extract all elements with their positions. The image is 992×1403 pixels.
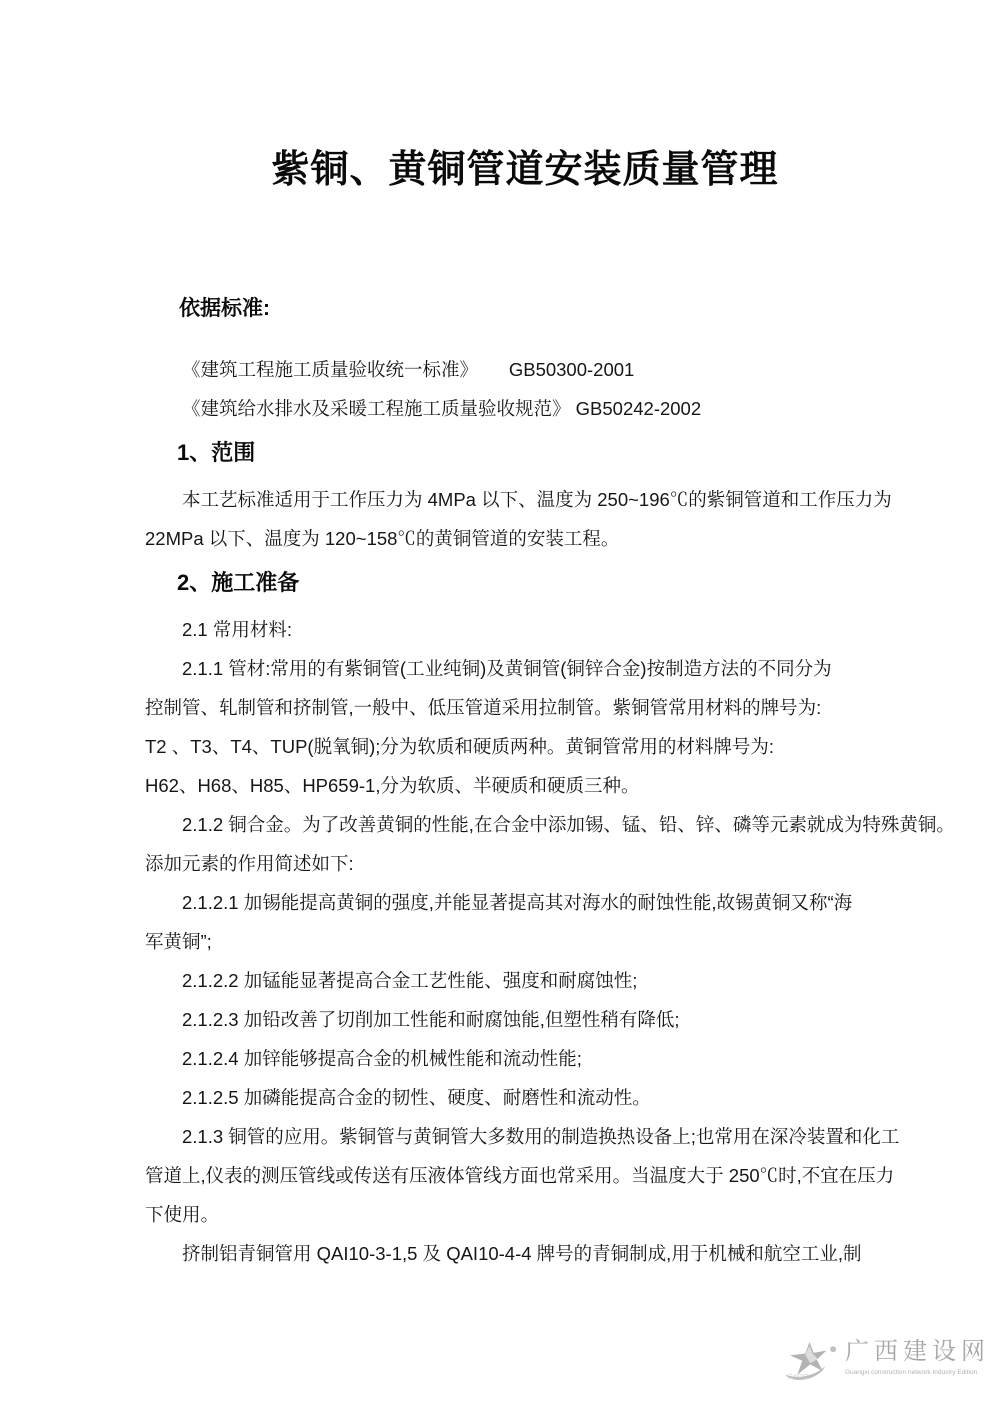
section-heading: 2、施工准备 <box>177 570 300 595</box>
document-line: 《建筑给水排水及采暖工程施工质量验收规范》 GB50242-2002 <box>182 398 702 419</box>
document-line: 2.1.3 铜管的应用。紫铜管与黄铜管大多数用的制造换热设备上;也常用在深冷装置和化工 <box>182 1126 900 1147</box>
watermark-text <box>845 1338 990 1377</box>
document-body <box>145 294 955 1273</box>
document-line: 2.1.2.3 加铅改善了切削加工性能和耐腐蚀能,但塑性稍有降低; <box>182 1009 680 1030</box>
document-line: 添加元素的作用简述如下: <box>145 853 354 874</box>
document-line: 22MPa 以下、温度为 120~158℃的黄铜管道的安装工程。 <box>145 528 620 549</box>
watermark-site-subtitle: Guangxi construction network Industry Edition <box>845 1369 978 1376</box>
document-line: 管道上,仪表的测压管线或传送有压液体管线方面也常采用。当温度大于 250℃时,不宜在压力 <box>145 1165 895 1186</box>
document-line: 2.1.2.1 加锡能提高黄铜的强度,并能显著提高其对海水的耐蚀性能,故锡黄铜又称“海 <box>182 892 853 913</box>
document-line: 2.1.2.4 加锌能够提高合金的机械性能和流动性能; <box>182 1048 582 1069</box>
document-line: 2.1.2.2 加锰能显著提高合金工艺性能、强度和耐腐蚀性; <box>182 970 638 991</box>
document-line: 军黄铜”; <box>145 931 212 952</box>
document-line: 2.1.1 管材:常用的有紫铜管(工业纯铜)及黄铜管(铜锌合金)按制造方法的不同分为 <box>182 658 832 679</box>
document-line: 挤制铝青铜管用 QAI10-3-1,5 及 QAI10-4-4 牌号的青铜制成,用于机械和航空工业,制 <box>182 1243 862 1264</box>
star-logo-icon <box>778 1334 841 1390</box>
document-line: 2.1.2 铜合金。为了改善黄铜的性能,在合金中添加锡、锰、铅、锌、磷等元素就成为特殊黄铜。 <box>182 814 955 835</box>
section-heading: 依据标准: <box>179 297 270 320</box>
star-logo-caption: GXCIC <box>787 1373 809 1381</box>
document-line: H62、H68、H85、HP659-1,分为软质、半硬质和硬质三种。 <box>145 775 640 796</box>
document-line: 控制管、轧制管和挤制管,一般中、低压管道采用拉制管。紫铜管常用材料的牌号为: <box>145 697 822 718</box>
document-line: T2 、T3、T4、TUP(脱氧铜);分为软质和硬质两种。黄铜管常用的材料牌号为: <box>145 736 775 757</box>
document-line: 2.1 常用材料: <box>182 619 292 640</box>
watermark-site-name: 广西建设网 <box>845 1339 990 1365</box>
section-heading: 1、范围 <box>177 440 256 465</box>
document-title: 紫铜、黄铜管道安装质量管理 <box>271 149 779 191</box>
document-line: 《建筑工程施工质量验收统一标准》 GB50300-2001 <box>182 359 635 380</box>
document-line: 下使用。 <box>145 1204 220 1225</box>
gxjsw-watermark <box>778 1330 990 1398</box>
document-line: 本工艺标准适用于工作压力为 4MPa 以下、温度为 250~196℃的紫铜管道和工作压力为 <box>182 489 892 510</box>
document-line: 2.1.2.5 加磷能提高合金的韧性、硬度、耐磨性和流动性。 <box>182 1087 651 1108</box>
